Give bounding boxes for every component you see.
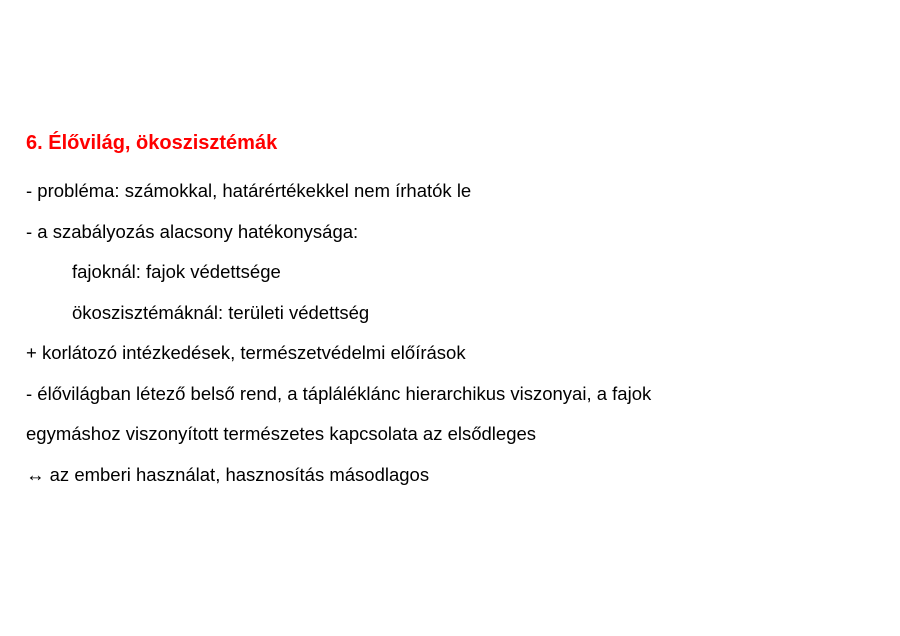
slide-title: 6. Élővilág, ökoszisztémák [26, 132, 278, 154]
list-item: - a szabályozás alacsony hatékonysága: [26, 220, 359, 242]
list-item: - élővilágban létező belső rend, a tápláléklánc hierarchikus viszonyai, a fajok [26, 382, 652, 404]
list-item: egymáshoz viszonyított természetes kapcsolata az elsődleges [26, 423, 537, 444]
list-item-indented: ökoszisztémáknál: területi védettség [72, 301, 370, 323]
list-item: ↔ az emberi használat, hasznosítás másodlagos [26, 463, 430, 485]
bullet-list [26, 171, 886, 495]
list-item-indented: fajoknál: fajok védettsége [72, 261, 281, 282]
list-item: + korlátozó intézkedések, természetvédelmi előírások [26, 342, 466, 363]
list-item: - probléma: számokkal, határértékekkel nem írhatók le [26, 180, 472, 201]
